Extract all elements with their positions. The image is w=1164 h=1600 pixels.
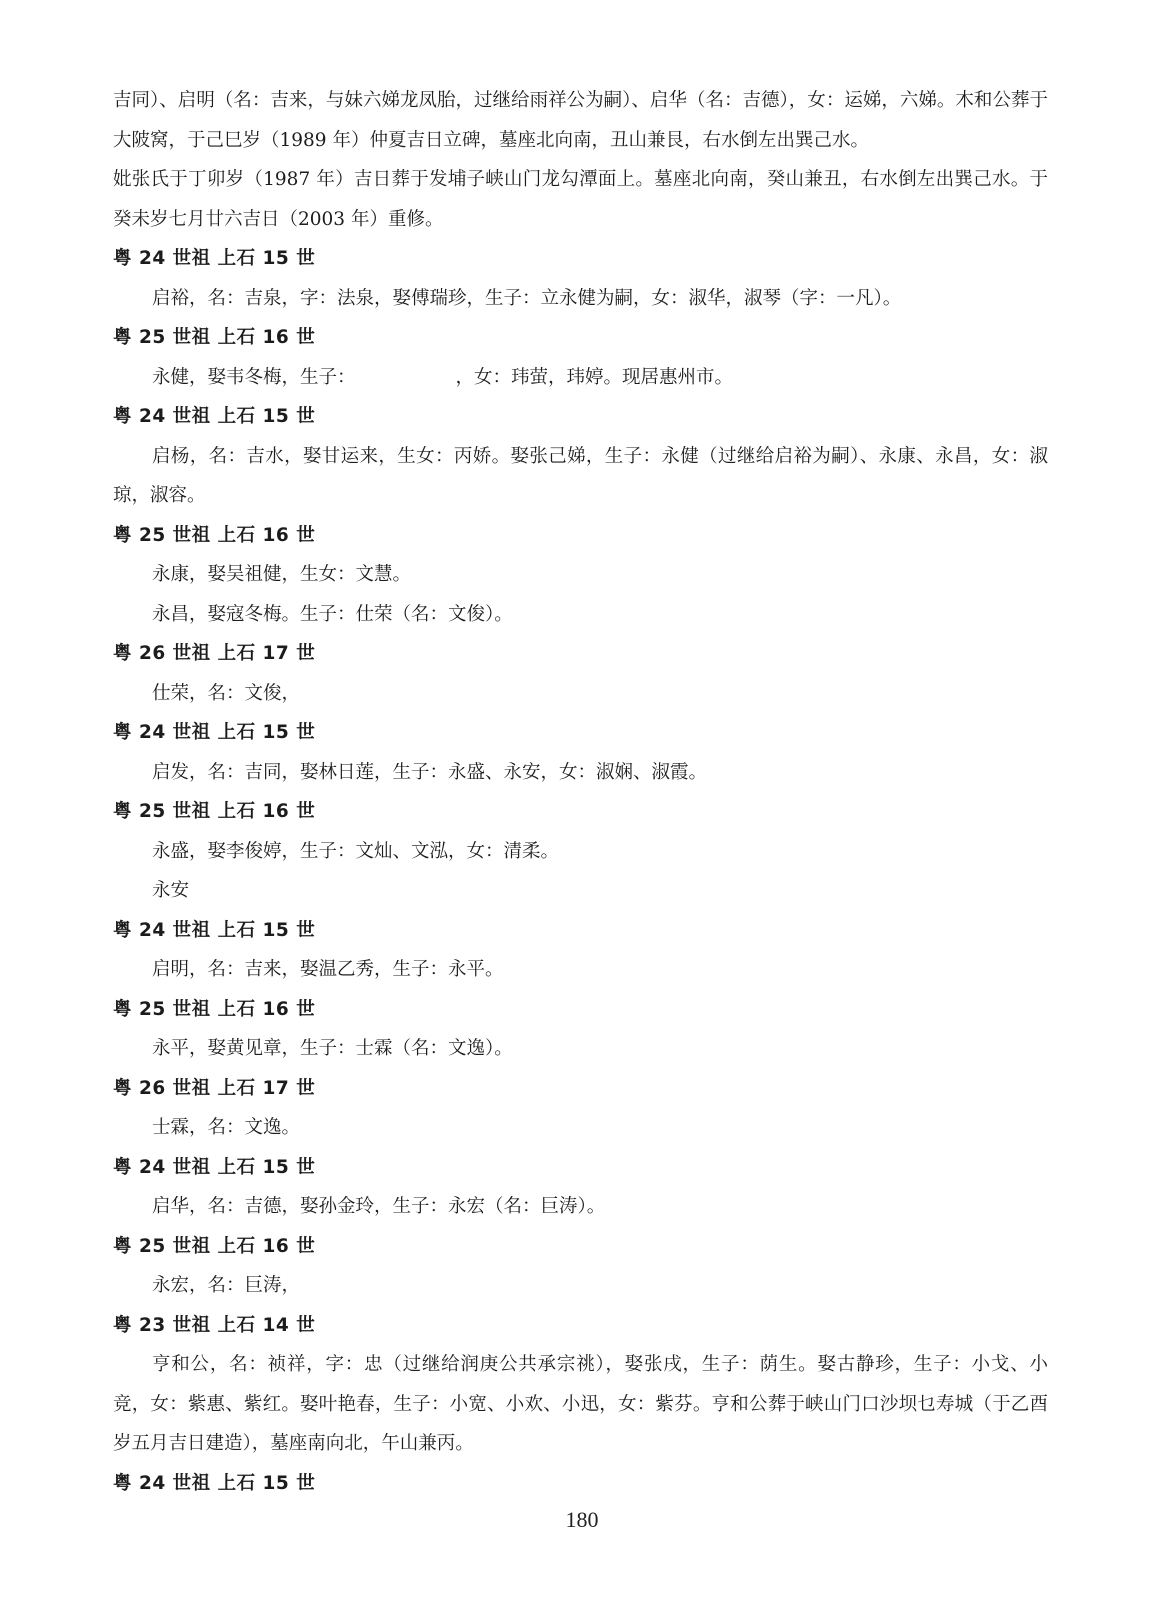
generation-heading: 粤 25 世祖 上石 16 世 bbox=[113, 524, 316, 546]
entry-text: ，女：玮萤，玮婷。现居惠州市。 bbox=[455, 366, 734, 388]
entry-paragraph: 亨和公，名：祯祥，字：忠（过继给润庚公共承宗祧），娶张戌，生子：荫生。娶古静珍，生子：小戈、小竞，女：紫惠、紫红。娶叶艳春，生子：小宽、小欢、小迅，女：紫芬。亨和公葬于峡山门口沙坝乜寿城（于乙酉岁五月吉日建造），墓座南向北，午山兼丙。 bbox=[113, 1354, 1048, 1454]
entry-paragraph: 永安 bbox=[152, 880, 190, 901]
intro-line-1: 吉同）、启明（名：吉来，与妹六娣龙凤胎，过继给雨祥公为嗣）、启华（名：吉德），女：运娣，六娣。 bbox=[113, 90, 956, 111]
entry-paragraph: 启杨，名：吉水，娶甘运来，生女：丙娇。娶张己娣，生子：永健（过继给启裕为嗣）、永康、永昌，女：淑琼，淑容。 bbox=[113, 445, 1048, 506]
generation-heading: 粤 25 世祖 上石 16 世 bbox=[113, 1235, 316, 1257]
intro-burial-paragraph bbox=[113, 160, 1048, 239]
entry-paragraph: 启明，名：吉来，娶温乙秀，生子：永平。 bbox=[152, 959, 504, 980]
generation-heading: 粤 26 世祖 上石 17 世 bbox=[113, 643, 316, 664]
intro-line-3: 妣张氏于丁卯岁（1987 年）吉日葬于发埔子峡山门龙勾潭面上。墓座北向南，癸山兼丑，右水倒左出巽己水。于癸未岁七月廿六吉日（2003 年）重修。 bbox=[113, 169, 1048, 230]
generation-heading: 粤 23 世祖 上石 14 世 bbox=[113, 1314, 316, 1336]
generation-heading: 粤 25 世祖 上石 16 世 bbox=[113, 327, 316, 348]
page-number: 180 bbox=[565, 1507, 599, 1532]
generation-heading: 粤 25 世祖 上石 16 世 bbox=[113, 801, 316, 822]
generation-heading: 粤 24 世祖 上石 15 世 bbox=[113, 406, 316, 427]
generation-heading: 粤 24 世祖 上石 15 世 bbox=[113, 1156, 316, 1178]
generation-heading: 粤 26 世祖 上石 17 世 bbox=[113, 1077, 316, 1099]
entry-paragraph: 启裕，名：吉泉，字：法泉，娶傅瑞珍，生子：立永健为嗣，女：淑华，淑琴（字：一凡）。 bbox=[152, 287, 902, 309]
generation-heading: 粤 24 世祖 上石 15 世 bbox=[113, 1472, 316, 1494]
entry-paragraph bbox=[113, 358, 1048, 398]
generation-heading: 粤 25 世祖 上石 16 世 bbox=[113, 998, 316, 1020]
intro-paragraph bbox=[113, 81, 1048, 160]
entry-paragraph: 士霖，名：文逸。 bbox=[152, 1117, 301, 1138]
generation-heading: 粤 24 世祖 上石 15 世 bbox=[113, 722, 316, 743]
entry-paragraph: 启华，名：吉德，娶孙金玲，生子：永宏（名：巨涛）。 bbox=[152, 1196, 606, 1217]
genealogy-text bbox=[113, 81, 1048, 1503]
entry-paragraph: 永康，娶吴祖健，生女：文慧。 bbox=[152, 564, 412, 585]
entry-paragraph: 仕荣，名：文俊， bbox=[152, 682, 301, 704]
entry-paragraph: 启发，名：吉同，娶林日莲，生子：永盛、永安，女：淑娴、淑霞。 bbox=[152, 761, 708, 783]
generation-heading: 粤 24 世祖 上石 15 世 bbox=[113, 248, 316, 269]
intro-line-2: 木和公葬于大陂窝，于己巳岁（1989 年）仲夏吉日立碑，墓座北向南，丑山兼艮，右水倒左出巽己水。 bbox=[113, 90, 1048, 151]
entry-paragraph: 永盛，娶李俊婷，生子：文灿、文泓，女：清柔。 bbox=[152, 840, 560, 862]
entry-paragraph: 永昌，娶寇冬梅。生子：仕荣（名：文俊）。 bbox=[152, 603, 513, 625]
entry-paragraph: 永宏，名：巨涛， bbox=[152, 1275, 301, 1296]
generation-heading: 粤 24 世祖 上石 15 世 bbox=[113, 919, 316, 941]
entry-paragraph: 永平，娶黄见章，生子：士霖（名：文逸）。 bbox=[152, 1038, 513, 1059]
entry-text: 永健，娶韦冬梅，生子： bbox=[152, 366, 356, 388]
